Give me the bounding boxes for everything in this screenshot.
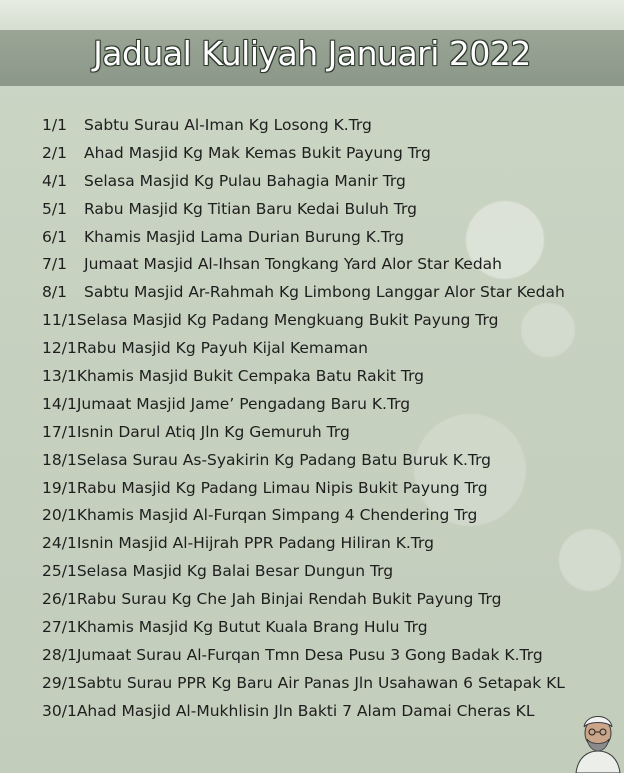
- schedule-details: Jumaat Masjid Al-Ihsan Tongkang Yard Alor Star Kedah: [84, 255, 503, 274]
- schedule-date: 30/1: [42, 701, 77, 720]
- schedule-details: Jumaat Surau Al-Furqan Tmn Desa Pusu 3 Gong Badak K.Trg: [76, 645, 543, 664]
- schedule-date: 27/1: [42, 618, 77, 637]
- schedule-date: 2/1: [42, 143, 67, 162]
- page-title: Jadual Kuliyah Januari 2022: [93, 34, 531, 73]
- schedule-row: [42, 168, 565, 196]
- schedule-row: [42, 335, 565, 363]
- schedule-date: 14/1: [42, 394, 77, 413]
- schedule-details: Sabtu Masjid Ar-Rahmah Kg Limbong Langgar Alor Star Kedah: [84, 283, 565, 302]
- schedule-date: 19/1: [42, 478, 77, 497]
- schedule-details: Khamis Masjid Kg Butut Kuala Brang Hulu Trg: [76, 618, 428, 637]
- schedule-details: Jumaat Masjid Jame’ Pengadang Baru K.Trg: [76, 394, 411, 413]
- schedule-row: [42, 112, 565, 140]
- schedule-details: Selasa Masjid Kg Padang Mengkuang Bukit Payung Trg: [76, 311, 499, 330]
- schedule-details: Rabu Masjid Kg Titian Baru Kedai Buluh Trg: [84, 199, 417, 218]
- schedule-date: 4/1: [42, 171, 67, 190]
- schedule-row: [42, 447, 565, 475]
- schedule-date: 24/1: [42, 534, 77, 553]
- schedule-row: [42, 419, 565, 447]
- schedule-details: Rabu Surau Kg Che Jah Binjai Rendah Bukit Payung Trg: [76, 590, 502, 609]
- schedule-row: [42, 642, 565, 670]
- schedule-details: Selasa Surau As-Syakirin Kg Padang Batu Buruk K.Trg: [76, 450, 492, 469]
- schedule-row: [42, 475, 565, 503]
- schedule-row: [42, 363, 565, 391]
- schedule-row: [42, 391, 565, 419]
- schedule-details: Sabtu Surau PPR Kg Baru Air Panas Jln Usahawan 6 Setapak KL: [76, 673, 565, 692]
- schedule-details: Rabu Masjid Kg Padang Limau Nipis Bukit Payung Trg: [76, 478, 488, 497]
- schedule-row: [42, 251, 565, 279]
- schedule-row: [42, 558, 565, 586]
- schedule-date: 17/1: [42, 422, 77, 441]
- top-band: [0, 0, 624, 30]
- schedule-details: Ahad Masjid Al-Mukhlisin Jln Bakti 7 Alam Damai Cheras KL: [76, 701, 535, 720]
- schedule-details: Khamis Masjid Lama Durian Burung K.Trg: [84, 227, 405, 246]
- schedule-date: 18/1: [42, 450, 77, 469]
- speaker-portrait-icon: [572, 705, 624, 773]
- schedule-details: Ahad Masjid Kg Mak Kemas Bukit Payung Trg: [84, 143, 431, 162]
- schedule-details: Selasa Masjid Kg Pulau Bahagia Manir Trg: [84, 171, 406, 190]
- schedule-date: 13/1: [42, 367, 77, 386]
- schedule-date: 28/1: [42, 645, 77, 664]
- schedule-details: Rabu Masjid Kg Payuh Kijal Kemaman: [76, 339, 368, 358]
- schedule-details: Khamis Masjid Al-Furqan Simpang 4 Chendering Trg: [76, 506, 478, 525]
- schedule-row: [42, 224, 565, 252]
- schedule-row: [42, 279, 565, 307]
- schedule-row: [42, 698, 565, 726]
- schedule-details: Sabtu Surau Al-Iman Kg Losong K.Trg: [84, 116, 372, 134]
- schedule-row: [42, 307, 565, 335]
- schedule-row: [42, 502, 565, 530]
- schedule-details: Isnin Masjid Al-Hijrah PPR Padang Hiliran K.Trg: [76, 534, 434, 553]
- schedule-date: 11/1: [42, 311, 77, 330]
- schedule-row: [42, 196, 565, 224]
- schedule-details: Isnin Darul Atiq Jln Kg Gemuruh Trg: [76, 422, 350, 441]
- schedule-date: 7/1: [42, 255, 67, 274]
- schedule-row: [42, 670, 565, 698]
- schedule-details: Selasa Masjid Kg Balai Besar Dungun Trg: [76, 562, 394, 581]
- schedule-row: [42, 530, 565, 558]
- schedule-date: 20/1: [42, 506, 77, 525]
- schedule-row: [42, 614, 565, 642]
- schedule-date: 26/1: [42, 590, 77, 609]
- schedule-date: 29/1: [42, 673, 77, 692]
- schedule-date: 25/1: [42, 562, 77, 581]
- schedule-row: [42, 586, 565, 614]
- schedule-date: 12/1: [42, 339, 77, 358]
- schedule-details: Khamis Masjid Bukit Cempaka Batu Rakit Trg: [76, 367, 425, 386]
- schedule-date: 6/1: [42, 227, 67, 246]
- schedule-date: 8/1: [42, 283, 67, 302]
- schedule-list: [42, 112, 565, 726]
- schedule-date: 5/1: [42, 199, 67, 218]
- schedule-date: 1/1: [42, 116, 67, 134]
- schedule-row: [42, 140, 565, 168]
